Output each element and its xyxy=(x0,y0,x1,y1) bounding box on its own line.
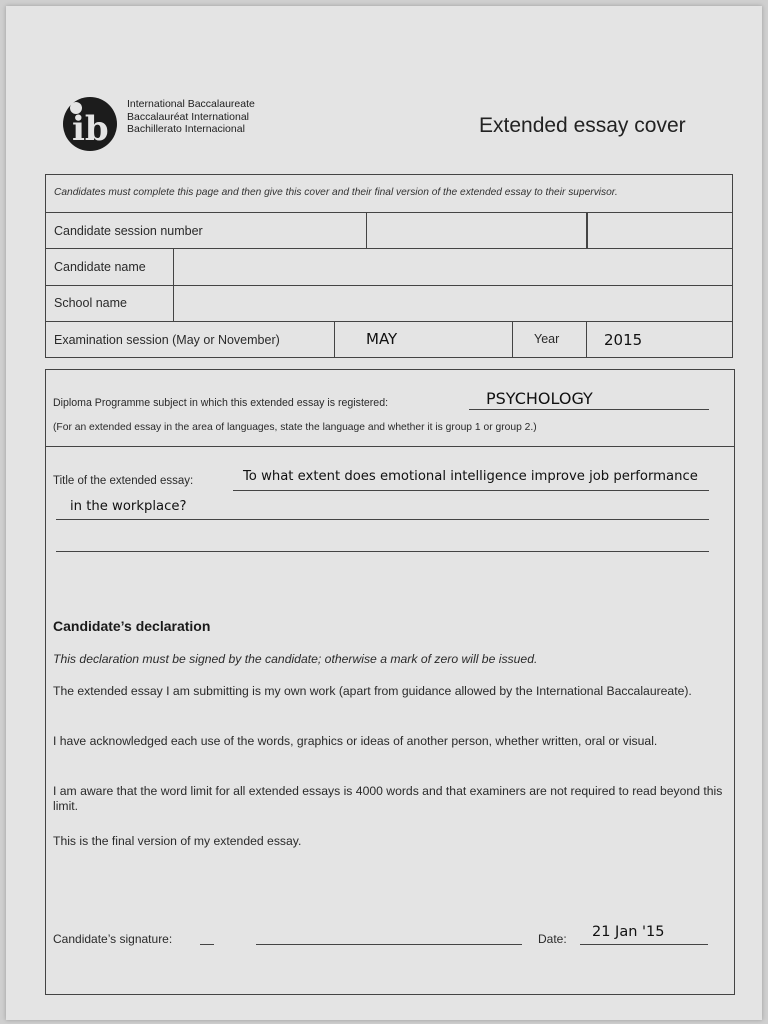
logo-text: ib xyxy=(72,109,109,149)
subject-value[interactable]: PSYCHOLOGY xyxy=(486,389,593,408)
ib-logo-icon xyxy=(62,96,118,152)
essay-title-line-1[interactable]: To what extent does emotional intelligence improve job performance xyxy=(243,469,698,484)
cell-divider xyxy=(586,321,587,357)
organisation-names xyxy=(127,98,255,136)
declaration-heading: Candidate’s declaration xyxy=(53,618,211,634)
candidate-name-label: Candidate name xyxy=(54,260,146,274)
row-divider xyxy=(46,212,732,213)
org-name-fr: Baccalauréat International xyxy=(127,110,249,123)
signature-line[interactable] xyxy=(256,944,522,945)
cell-divider xyxy=(366,212,367,248)
subject-label: Diploma Programme subject in which this extended essay is registered: xyxy=(53,397,389,409)
subject-underline xyxy=(469,409,709,410)
page-title: Extended essay cover xyxy=(479,114,686,137)
signature-label: Candidate’s signature: xyxy=(53,932,173,946)
instruction-text: Candidates must complete this page and then give this cover and their final version of the extended essay to their supervisor. xyxy=(54,187,618,198)
cell-divider xyxy=(173,248,174,321)
row-divider xyxy=(46,248,732,249)
year-label: Year xyxy=(534,332,560,346)
date-label: Date: xyxy=(538,932,567,946)
exam-session-value[interactable]: MAY xyxy=(366,330,398,348)
essay-declaration-box xyxy=(45,369,735,995)
exam-session-label: Examination session (May or November) xyxy=(54,333,280,347)
cell-divider xyxy=(512,321,513,357)
session-number-label: Candidate session number xyxy=(54,224,203,238)
declaration-statement: I am aware that the word limit for all extended essays is 4000 words and that examiners are not required to read beyond this limit. xyxy=(53,784,723,813)
declaration-statement: This is the final version of my extended essay. xyxy=(53,834,302,848)
signature-line-stub xyxy=(200,944,214,945)
essay-title-line-2[interactable]: in the workplace? xyxy=(70,499,187,514)
date-value[interactable]: 21 Jan '15 xyxy=(592,924,665,940)
title-underline-1 xyxy=(233,490,709,491)
cell-divider xyxy=(586,212,588,248)
org-name-en: International Baccalaureate xyxy=(127,98,255,110)
row-divider xyxy=(46,285,732,286)
year-value[interactable]: 2015 xyxy=(604,331,643,349)
title-underline-2 xyxy=(56,519,709,520)
declaration-warning: This declaration must be signed by the candidate; otherwise a mark of zero will be issued. xyxy=(53,652,538,666)
essay-title-label: Title of the extended essay: xyxy=(53,475,194,487)
cell-divider xyxy=(334,321,335,357)
title-underline-3 xyxy=(56,551,709,552)
date-underline xyxy=(580,944,708,945)
section-divider xyxy=(46,446,734,447)
org-name-es: Bachillerato Internacional xyxy=(127,123,245,135)
row-divider xyxy=(46,321,732,322)
language-note: (For an extended essay in the area of languages, state the language and whether it is group 1 or group 2.) xyxy=(53,422,537,433)
candidate-details-box xyxy=(45,174,733,358)
declaration-statement: I have acknowledged each use of the words, graphics or ideas of another person, whether written, oral or visual. xyxy=(53,734,658,748)
school-name-label: School name xyxy=(54,296,127,310)
declaration-statement: The extended essay I am submitting is my own work (apart from guidance allowed by the International Baccalaureate). xyxy=(53,684,692,698)
